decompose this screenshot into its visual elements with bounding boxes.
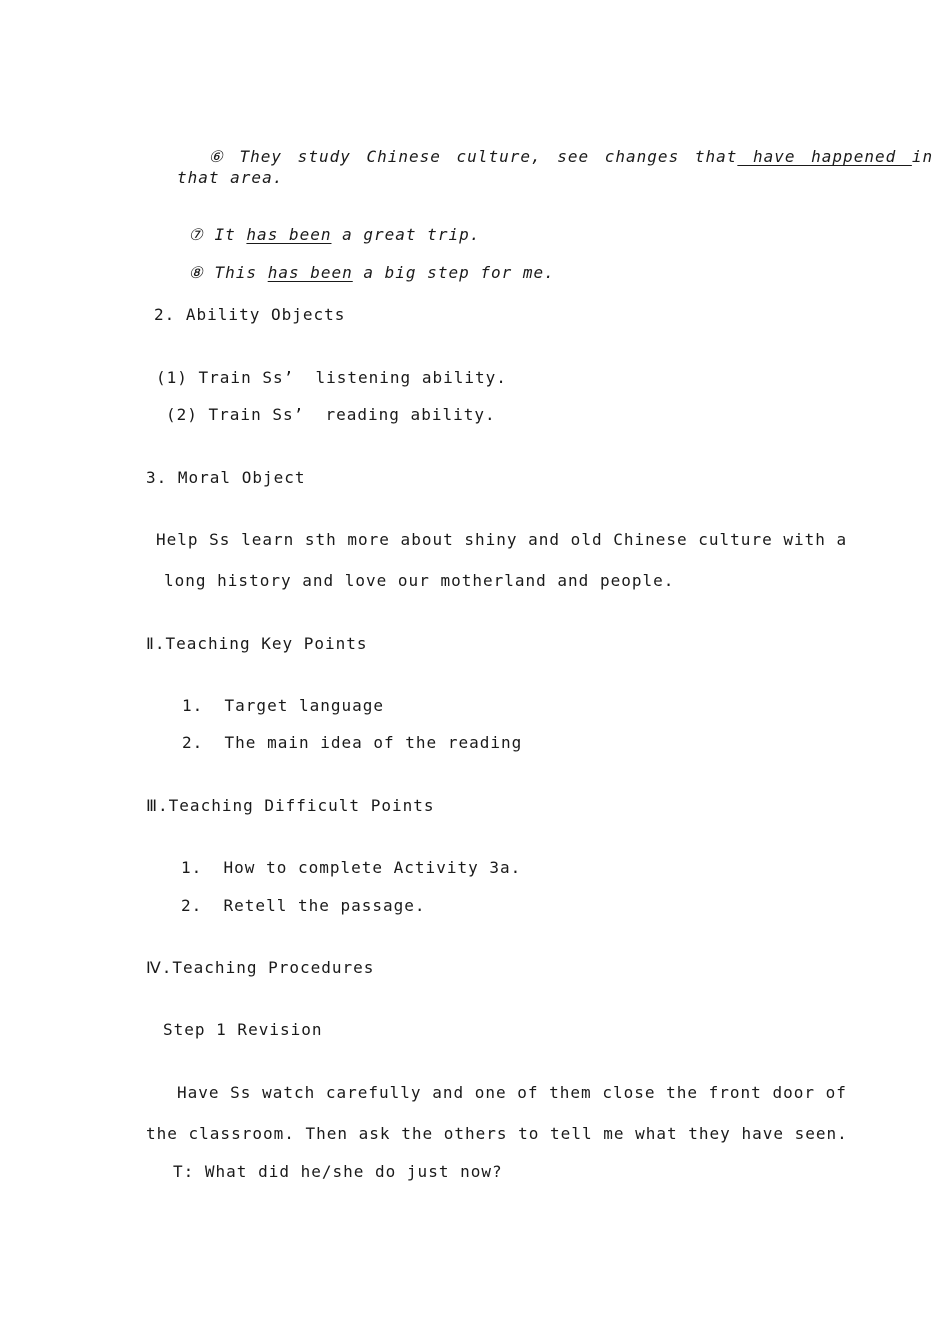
moral-line-1: Help Ss learn sth more about shiny and old Chinese culture with a: [156, 530, 848, 549]
example-6-tail: in: [911, 147, 934, 166]
moral-line-2: long history and love our motherland and people.: [164, 571, 675, 590]
example-8-marker: ⑧: [188, 263, 204, 282]
procedure-paragraph-line-1: Have Ss watch carefully and one of them close the front door of: [177, 1083, 847, 1102]
difficult-point-2: 2. Retell the passage.: [181, 896, 426, 915]
key-point-1: 1. Target language: [182, 696, 385, 715]
moral-heading: 3. Moral Object: [146, 468, 306, 487]
example-8-tail: a big step for me.: [352, 263, 555, 282]
ability-item-1: (1) Train Ss’ listening ability.: [156, 368, 507, 387]
example-7-text: It: [214, 225, 247, 244]
teacher-question: T: What did he/she do just now?: [173, 1162, 503, 1181]
procedures-heading: Ⅳ.Teaching Procedures: [146, 958, 375, 977]
ability-item-2: (2) Train Ss’ reading ability.: [166, 405, 496, 424]
ability-heading: 2. Ability Objects: [154, 305, 346, 324]
example-6-continuation: that area.: [177, 168, 284, 187]
procedure-paragraph-line-2: the classroom. Then ask the others to tell me what they have seen.: [146, 1124, 848, 1143]
example-7-tail: a great trip.: [331, 225, 481, 244]
example-6-text: They study Chinese culture, see changes that: [239, 147, 738, 166]
difficult-points-heading: Ⅲ.Teaching Difficult Points: [146, 796, 435, 815]
key-point-2: 2. The main idea of the reading: [182, 733, 523, 752]
example-8-underlined: has been: [267, 263, 353, 282]
example-6-underlined: have happened: [737, 147, 912, 166]
example-6-marker: ⑥: [208, 147, 224, 166]
example-8: [146, 243, 555, 303]
step-1-heading: Step 1 Revision: [163, 1020, 323, 1039]
example-8-text: This: [214, 263, 268, 282]
key-points-heading: Ⅱ.Teaching Key Points: [146, 634, 368, 653]
example-7-underlined: has been: [246, 225, 332, 244]
difficult-point-1: 1. How to complete Activity 3a.: [181, 858, 522, 877]
example-7-marker: ⑦: [188, 225, 204, 244]
